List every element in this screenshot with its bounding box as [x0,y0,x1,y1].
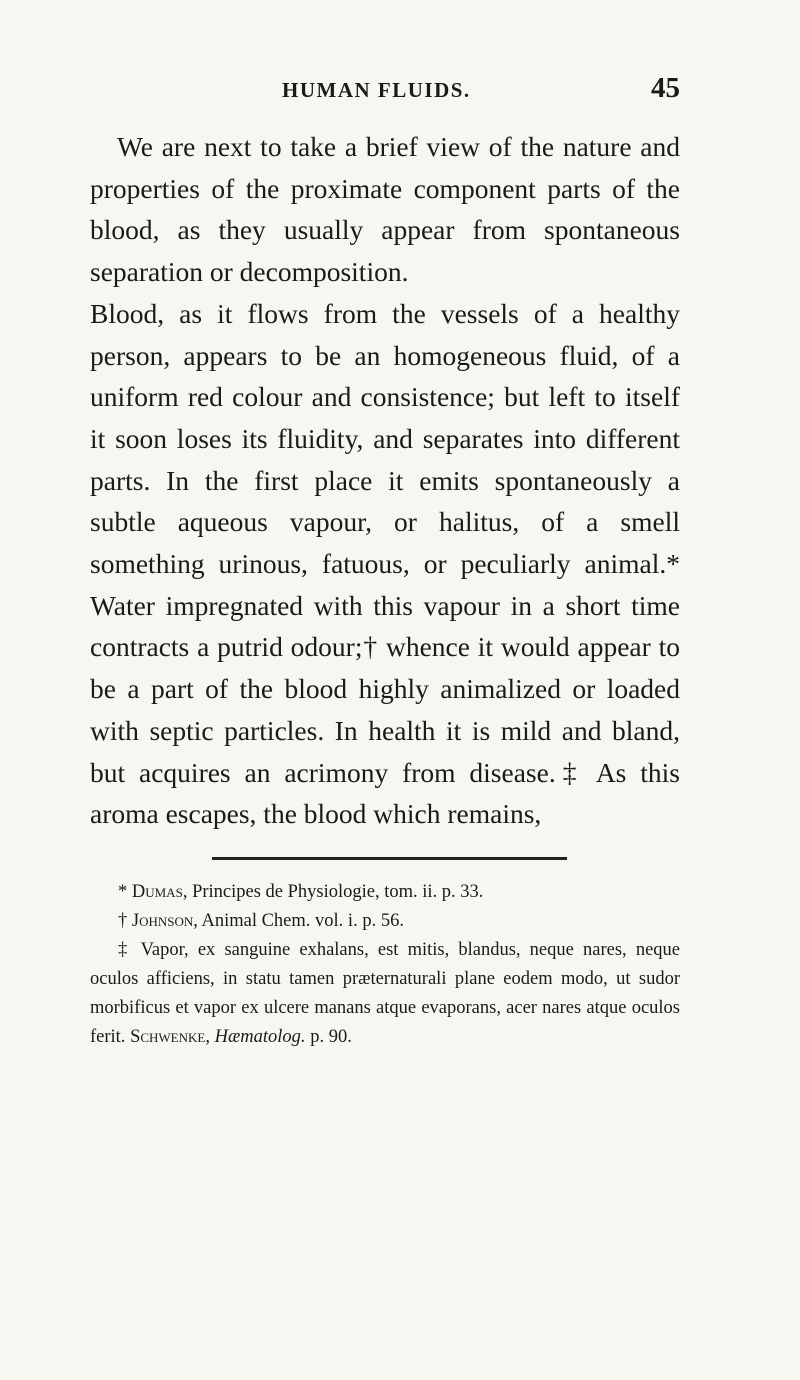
running-head [90,72,680,114]
footnote-item [90,878,680,907]
footnote-divider [212,857,567,860]
footnote-text: , Animal Chem. vol. i. p. 56. [193,911,404,931]
footnotes [90,878,680,1052]
footnote-text: , Principes de Physiologie, tom. ii. p. 33. [182,882,484,902]
footnote-author: Johnson [131,911,194,931]
footnote-author: Dumas [131,882,183,902]
footnote-item [90,907,680,936]
footnote-mark: * [118,882,128,902]
footnote-text: Vapor, ex sanguine exhalans, est mitis, blandus, neque nares, neque oculos afficiens, in statu tamen præternaturali plane eodem modo, ut sudor morbificus et vapor ex ulcere manans atque evaporans, acer nares atque oculos ferit. [90,940,680,1047]
running-title: HUMAN FLUIDS. [282,78,471,102]
footnote-item [90,936,680,1052]
footnote-work-title: Hæmatolog. [214,1027,306,1047]
footnote-mark: † [118,911,128,931]
page-number: 45 [651,72,680,104]
main-text [90,126,680,835]
footnote-author: Schwenke [130,1027,206,1047]
footnote-page-ref: p. 90. [305,1027,352,1047]
body-paragraph: Blood, as it flows from the vessels of a healthy person, appears to be an homogeneous fluid, of a uniform red colour and consistence; but left to itself it soon loses its fluidity, and separates into different parts. In the first place it emits spontaneously a subtle aqueous vapour, or halitus, of a smell something urinous, fatuous, or peculiarly animal.* Water impregnated with this vapour in a short time contracts a putrid odour;† whence it would appear to be a part of the blood highly animalized or loaded with septic particles. In health it is mild and bland, but acquires an acrimony from disease.‡ As this aroma escapes, the blood which remains, [90,297,680,830]
footnote-separator: , [205,1027,215,1047]
footnote-mark: ‡ [118,940,132,960]
body-paragraph: We are next to take a brief view of the nature and properties of the proximate component parts of the blood, as they usually appear from spontaneous separation or decomposition. [90,131,680,288]
